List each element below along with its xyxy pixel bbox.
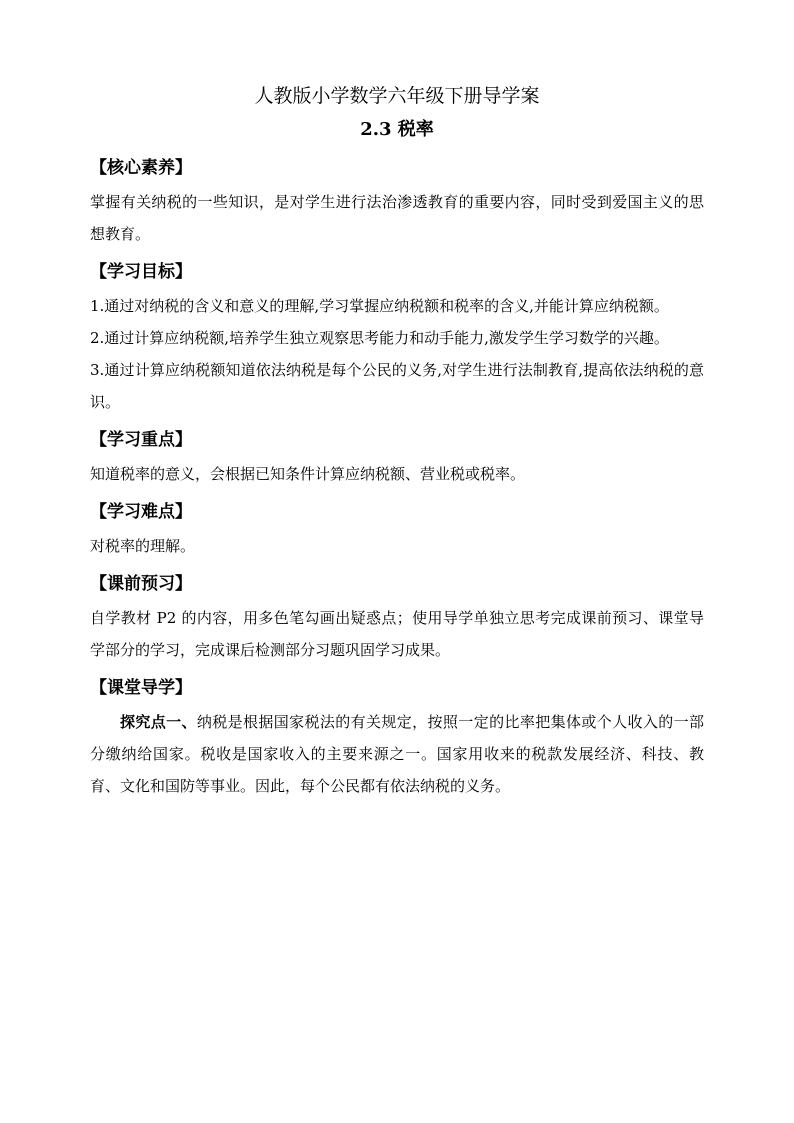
section-heading-class-guide: 【课堂导学】 (90, 678, 192, 698)
section-heading-key-points: 【学习重点】 (90, 430, 192, 450)
section-key-points (90, 426, 704, 490)
document-page (90, 80, 704, 802)
objective-item: 2.通过计算应纳税额,培养学生独立观察思考能力和动手能力,激发学生学习数学的兴趣。 (90, 329, 669, 347)
class-guide-paragraph (90, 706, 704, 802)
document-title: 人教版小学数学六年级下册导学案 (254, 85, 540, 107)
difficulties-text: 对税率的理解。 (90, 537, 196, 555)
document-subtitle: 2.3 税率 (360, 119, 434, 140)
objective-item: 1.通过对纳税的含义和意义的理解,学习掌握应纳税额和税率的含义,并能计算应纳税额。 (90, 297, 669, 315)
preview-text: 自学教材 P2 的内容，用多色笔勾画出疑惑点；使用导学单独立思考完成课前预习、课堂导学部分的学习，完成课后检测部分习题巩固学习成果。 (90, 609, 704, 659)
section-heading-preview: 【课前预习】 (90, 574, 192, 594)
section-core-literacy (90, 154, 704, 250)
core-literacy-text: 掌握有关纳税的一些知识，是对学生进行法治渗透教育的重要内容，同时受到爱国主义的思想教育。 (90, 193, 704, 243)
section-learning-objectives (90, 258, 704, 418)
exploration-point-label: 探究点一、 (120, 713, 197, 731)
section-heading-difficulties: 【学习难点】 (90, 502, 192, 522)
section-heading-learning-objectives: 【学习目标】 (90, 262, 192, 282)
objective-item: 3.通过计算应纳税额知道依法纳税是每个公民的义务,对学生进行法制教育,提高依法纳税的意识。 (90, 361, 704, 411)
class-guide-text: 纳税是根据国家税法的有关规定，按照一定的比率把集体或个人收入的一部分缴纳给国家。税收是国家收入的主要来源之一。国家用收来的税款发展经济、科技、教育、文化和国防等事业。因此，每个公民都有依法纳税的义务。 (90, 713, 704, 795)
section-class-guide (90, 674, 704, 802)
section-preview (90, 570, 704, 666)
key-points-text: 知道税率的意义，会根据已知条件计算应纳税额、营业税或税率。 (90, 465, 526, 483)
section-difficulties (90, 498, 704, 562)
section-heading-core-literacy: 【核心素养】 (90, 158, 192, 178)
